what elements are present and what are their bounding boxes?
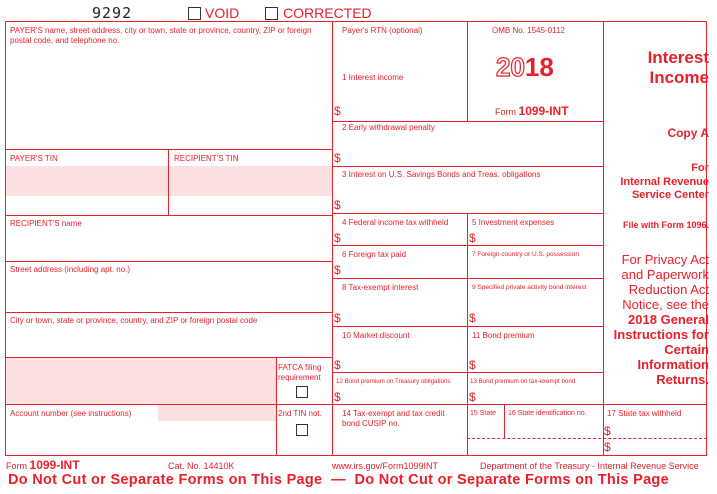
do-not-cut-warning: Do Not Cut or Separate Forms on This Page — Do Not Cut or Separate Forms on This Page — [8, 472, 669, 488]
box-12-dollar: $ — [334, 390, 341, 404]
footer-url: www.irs.gov/Form1099INT — [332, 461, 439, 471]
copy-a-label: Copy A — [667, 126, 709, 140]
box-6-label: 6 Foreign tax paid — [342, 250, 407, 259]
void-label: VOID — [205, 5, 240, 21]
recipient-name-label: RECIPIENT'S name — [10, 219, 82, 228]
recipient-tin-field[interactable] — [169, 166, 332, 196]
box-9-dollar: $ — [469, 311, 476, 325]
box-17-dollar-1: $ — [604, 424, 611, 438]
footer-form-name: 1099-INT — [29, 458, 80, 472]
box-16-label: 16 State identification no. — [508, 410, 587, 417]
privacy-2: and Paperwork — [621, 267, 709, 282]
file-with-label: File with Form 1096. — [622, 220, 709, 230]
fatca-label-1: FATCA filing — [278, 363, 322, 372]
privacy-6: Instructions for — [613, 327, 709, 342]
account-number-shade — [158, 405, 276, 421]
title-line-2: Income — [649, 68, 709, 87]
box-3-label: 3 Interest on U.S. Savings Bonds and Treas. obligations — [342, 170, 541, 179]
box-11-label: 11 Bond premium — [472, 331, 535, 340]
for-label: For — [691, 162, 709, 174]
rtn-label: Payer's RTN (optional) — [342, 26, 423, 35]
box-3-dollar: $ — [334, 198, 341, 212]
box-13-dollar: $ — [469, 390, 476, 404]
box-4-label: 4 Federal income tax withheld — [342, 218, 449, 227]
irs-line-1: Internal Revenue — [620, 176, 709, 188]
privacy-9: Returns. — [656, 372, 709, 387]
form-id-name: 1099-INT — [518, 104, 569, 118]
box-9-label: 9 Specified private activity bond interest — [472, 284, 587, 291]
box-5-dollar: $ — [469, 231, 476, 245]
footer-form-prefix: Form — [6, 461, 27, 471]
payer-name-field[interactable] — [8, 48, 330, 146]
box-8-label: 8 Tax-exempt interest — [342, 283, 419, 292]
privacy-4: Notice, see the — [622, 297, 709, 312]
footer-cat: Cat. No. 14410K — [168, 461, 235, 471]
omb-label: OMB No. 1545-0112 — [492, 26, 565, 35]
box-7-label: 7 Foreign country or U.S. possession — [472, 251, 579, 258]
box-2-label: 2 Early withdrawal penalty — [342, 123, 435, 132]
box-5-label: 5 Investment expenses — [472, 218, 555, 227]
box-14-label: 14 Tax-exempt and tax credit bond CUSIP no. — [342, 409, 445, 428]
form-id — [495, 104, 569, 118]
title-line-1: Interest — [647, 48, 709, 67]
second-tin-checkbox[interactable] — [296, 424, 308, 436]
privacy-5: 2018 General — [628, 312, 709, 327]
tax-year-suffix: 18 — [524, 52, 554, 82]
box-2-dollar: $ — [334, 151, 341, 165]
box-15-label: 15 State — [470, 410, 497, 417]
box-10-dollar: $ — [334, 358, 341, 372]
box-17-label: 17 State tax withheld — [607, 409, 682, 418]
box-12-label: 12 Bond premium on Treasury obligations — [336, 378, 451, 385]
recipient-tin-label: RECIPIENT'S TIN — [174, 154, 239, 163]
void-checkbox[interactable] — [188, 7, 201, 20]
form-number: 9292 — [92, 4, 133, 22]
box-8-dollar: $ — [334, 311, 341, 325]
corrected-checkbox[interactable] — [265, 7, 278, 20]
tax-year — [496, 52, 554, 83]
box-11-dollar: $ — [469, 358, 476, 372]
irs-line-2: Service Center — [631, 189, 709, 201]
box-17-dollar-2: $ — [604, 440, 611, 454]
footer-dept: Department of the Treasury - Internal Revenue Service — [480, 461, 699, 471]
reserved-field — [6, 358, 276, 404]
box-10-label: 10 Market discount — [342, 331, 410, 340]
fatca-label-2: requirement — [278, 373, 321, 382]
street-address-label: Street address (including apt. no.) — [10, 265, 131, 274]
box-6-dollar: $ — [334, 263, 341, 277]
corrected-label: CORRECTED — [283, 5, 372, 21]
tax-year-prefix: 20 — [496, 52, 525, 82]
account-number-label: Account number (see instructions) — [10, 409, 132, 418]
city-label: City or town, state or province, country, and ZIP or foreign postal code — [10, 316, 258, 325]
box-13-label: 13 Bond premium on tax-exempt bond — [470, 378, 576, 385]
privacy-3: Reduction Act — [628, 282, 709, 297]
privacy-8: Information — [637, 357, 709, 372]
form-id-prefix: Form — [495, 107, 516, 117]
payer-tin-field[interactable] — [6, 166, 168, 196]
payer-name-label: PAYER'S name, street address, city or town, state or province, country, ZIP or foreign postal code, and telephone no. — [10, 26, 312, 45]
privacy-1: For Privacy Act — [621, 252, 709, 267]
privacy-7: Certain — [664, 342, 709, 357]
footer-form-id — [6, 458, 80, 472]
box-4-dollar: $ — [334, 231, 341, 245]
fatca-checkbox[interactable] — [296, 386, 308, 398]
box-1-dollar: $ — [334, 104, 341, 118]
second-tin-label: 2nd TIN not. — [278, 409, 322, 418]
payer-tin-label: PAYER'S TIN — [10, 154, 58, 163]
box-1-label: 1 Interest income — [342, 73, 404, 82]
